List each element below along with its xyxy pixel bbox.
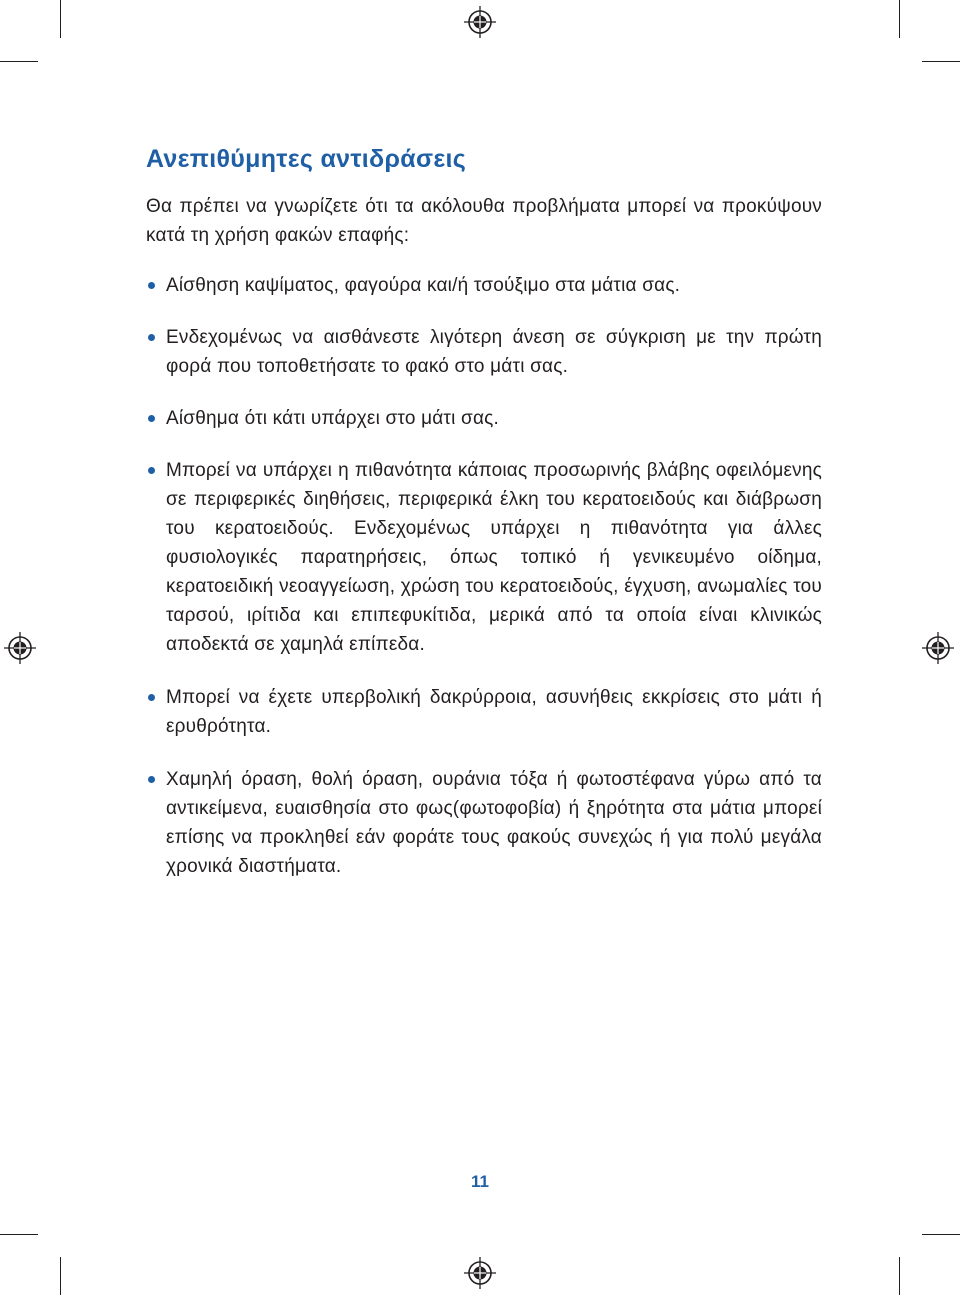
registration-mark-icon bbox=[922, 632, 954, 664]
registration-mark-icon bbox=[464, 6, 496, 38]
registration-mark-icon bbox=[464, 1257, 496, 1289]
list-item bbox=[146, 404, 822, 433]
registration-mark-icon bbox=[4, 632, 36, 664]
list-item-text: Αίσθηση καψίματος, φαγούρα και/ή τσούξιμο στα μάτια σας. bbox=[166, 275, 681, 296]
crop-mark-right-bottom bbox=[922, 1234, 960, 1235]
bullet-icon bbox=[148, 334, 155, 341]
list-item bbox=[146, 456, 822, 659]
list-item-text: Ενδεχομένως να αισθάνεστε λιγότερη άνεση σε σύγκριση με την πρώτη φορά που τοποθετήσατε το φακό στο μάτι σας. bbox=[166, 327, 822, 377]
crop-mark-right-top bbox=[922, 61, 960, 62]
content-area bbox=[146, 138, 822, 904]
list-item bbox=[146, 683, 822, 741]
bullet-icon bbox=[148, 415, 155, 422]
crop-mark-top-left bbox=[60, 0, 61, 38]
list-item-text: Χαμηλή όραση, θολή όραση, ουράνια τόξα ή φωτοστέφανα γύρω από τα αντικείμενα, ευαισθησία στο φως(φωτοφοβία) ή ξηρότητα στα μάτια μπορεί επίσης να προκληθεί εάν φοράτε τους φακούς συνεχώς ή για πολύ μεγάλα χρονικά διαστήματα. bbox=[166, 769, 822, 877]
crop-mark-top-right bbox=[899, 0, 900, 38]
bullet-icon bbox=[148, 694, 155, 701]
list-item-text: Αίσθημα ότι κάτι υπάρχει στο μάτι σας. bbox=[166, 408, 499, 429]
bullet-icon bbox=[148, 776, 155, 783]
intro-paragraph: Θα πρέπει να γνωρίζετε ότι τα ακόλουθα προβλήματα μπορεί να προκύψουν κατά τη χρήση φακών επαφής: bbox=[146, 196, 822, 246]
list-item-text: Μπορεί να υπάρχει η πιθανότητα κάποιας προσωρινής βλάβης οφειλόμενης σε περιφερικές διηθήσεις, περιφερικά έλκη του κερατοειδούς και διάβρωση του κερατοειδούς. Ενδεχομένως υπάρχει η πιθανότητα για άλλες φυσιολογικές παρατηρήσεις, όπως τοπικό ή γενικευμένο οίδημα, κερατοειδική νεοαγγείωση, χρώση του κερατοειδούς, έγχυση, ανωμαλίες του ταρσού, ιρίτιδα και επιπεφυκίτιδα, μερικά από τα οποία είναι κλινικώς αποδεκτά σε χαμηλά επίπεδα. bbox=[166, 460, 822, 655]
crop-mark-left-top bbox=[0, 61, 38, 62]
crop-mark-left-bottom bbox=[0, 1234, 38, 1235]
crop-mark-bottom-left bbox=[60, 1257, 61, 1295]
list-item bbox=[146, 323, 822, 381]
bullet-icon bbox=[148, 467, 155, 474]
list-item bbox=[146, 271, 822, 300]
page-number: 11 bbox=[471, 1172, 489, 1191]
adverse-reactions-list bbox=[146, 271, 822, 881]
page-title: Ανεπιθύμητες αντιδράσεις bbox=[146, 145, 467, 173]
bullet-icon bbox=[148, 282, 155, 289]
list-item-text: Μπορεί να έχετε υπερβολική δακρύρροια, ασυνήθεις εκκρίσεις στο μάτι ή ερυθρότητα. bbox=[166, 687, 822, 737]
list-item bbox=[146, 765, 822, 881]
crop-mark-bottom-right bbox=[899, 1257, 900, 1295]
